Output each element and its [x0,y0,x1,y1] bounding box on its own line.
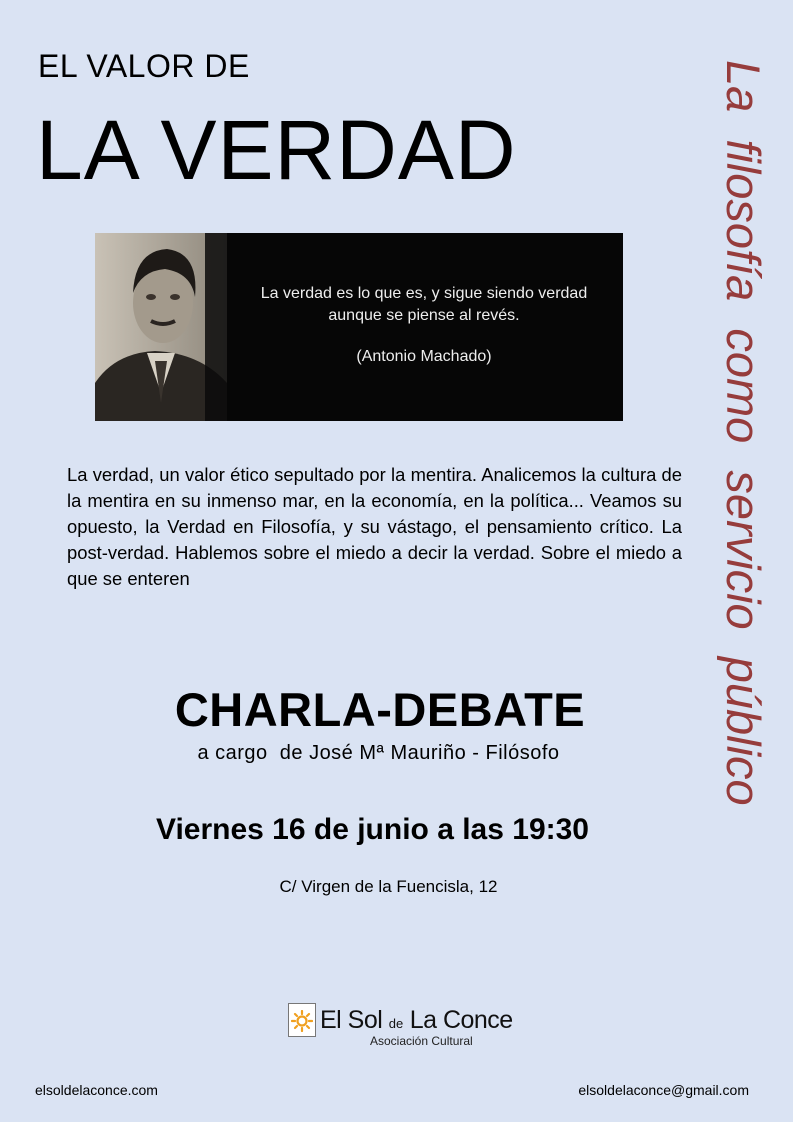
email-text: elsoldelaconce@gmail.com [578,1082,749,1098]
description-paragraph: La verdad, un valor ético sepultado por la mentira. Analicemos la cultura de la mentira en su inmenso mar, en la economía, en la política... Veamos su opuesto, la Verdad en Filosofía, y su vástago, el pensamiento crítico. La post-verdad. Hablemos sobre el miedo a decir la verdad. Sobre el miedo a que se enteren [67,464,682,589]
sun-icon [291,1010,313,1032]
logo-name-part-1: El Sol [320,1006,383,1034]
speaker-line: a cargo de José Mª Mauriño - Filósofo [197,742,560,764]
event-address: C/ Virgen de la Fuencisla, 12 [279,877,498,896]
kicker-heading: EL VALOR DE [38,48,250,84]
logo-name-de: de [388,1016,404,1031]
quote-line-2: aunque se piense al revés. [328,307,520,324]
logo-name-part-2: La Conce [409,1006,513,1034]
logo-subtitle: Asociación Cultural [370,1034,473,1048]
quote-line-1: La verdad es lo que es, y sigue siendo verdad [260,285,588,302]
logo-name [320,1006,513,1035]
website-text: elsoldelaconce.com [35,1082,158,1098]
event-date: Viernes 16 de junio a las 19:30 [155,813,589,846]
portrait-image [95,233,227,421]
quote-text [235,283,613,327]
event-type-heading: CHARLA-DEBATE [174,683,586,736]
quote-author: (Antonio Machado) [356,348,492,365]
quote-image [95,233,623,421]
page-title: LA VERDAD [36,103,517,197]
logo-frame [288,1003,316,1037]
vertical-slogan: La filosofía como servicio público [717,60,770,806]
organization-logo [286,1001,526,1051]
